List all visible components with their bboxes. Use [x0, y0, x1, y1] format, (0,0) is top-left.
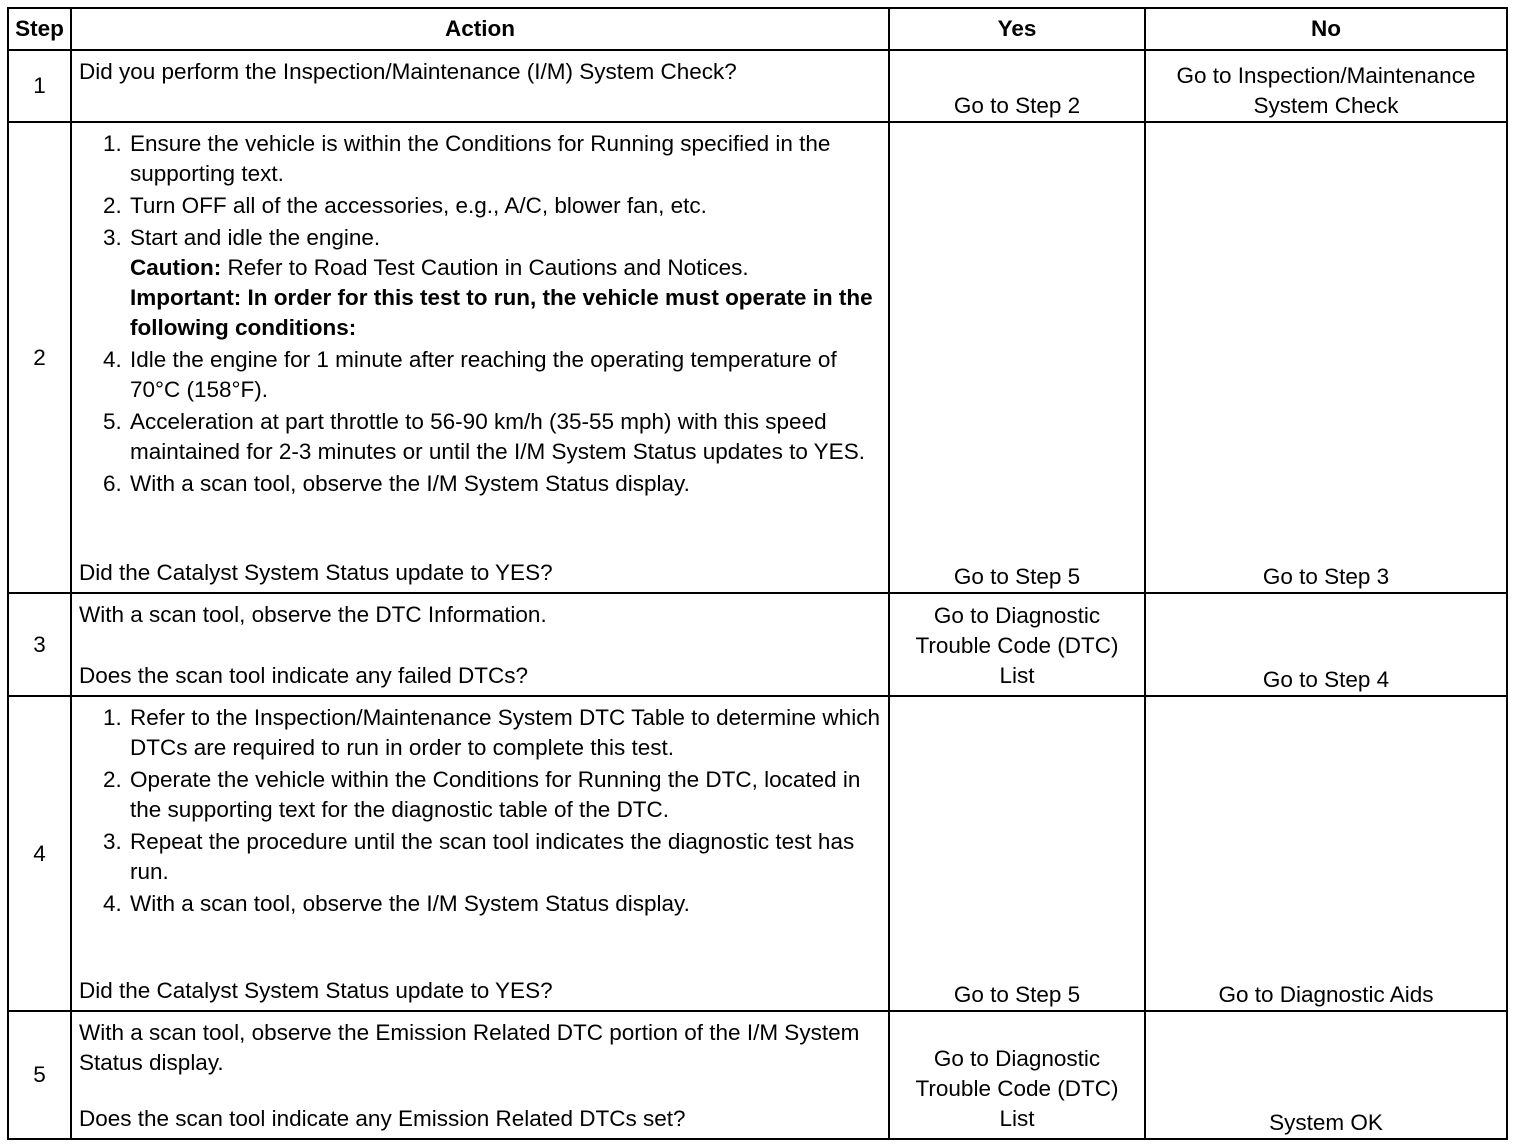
list-item — [128, 223, 881, 343]
step-number: 4 — [8, 696, 71, 1011]
action-cell — [71, 1011, 889, 1139]
no-outcome: System OK — [1145, 1011, 1507, 1139]
question-text: Did the Catalyst System Status update to YES? — [79, 560, 553, 585]
action-text: With a scan tool, observe the DTC Information. — [79, 602, 547, 627]
action-cell — [71, 50, 889, 122]
list-item: 4. Idle the engine for 1 minute after reaching the operating temperature of 70°C (158°F). — [128, 345, 881, 405]
caution-label: Caution: — [130, 255, 222, 280]
table-row-step-2 — [8, 122, 1507, 593]
procedure-list — [79, 703, 881, 921]
list-item: 6. With a scan tool, observe the I/M System Status display. — [128, 469, 881, 499]
list-item: 1. Refer to the Inspection/Maintenance System DTC Table to determine which DTCs are required to run in order to complete this test. — [128, 703, 881, 763]
question-text: Did the Catalyst System Status update to YES? — [79, 978, 553, 1003]
list-item: 4. With a scan tool, observe the I/M System Status display. — [128, 889, 881, 919]
table-row-step-5 — [8, 1011, 1507, 1139]
header-no: No — [1145, 8, 1507, 50]
step-number: 3 — [8, 593, 71, 696]
important-text: In order for this test to run, the vehicle must operate in the following conditions: — [130, 285, 873, 340]
no-outcome: Go to Inspection/Maintenance System Check — [1145, 50, 1507, 122]
yes-outcome: Go to Step 2 — [889, 50, 1145, 122]
important-note — [130, 283, 881, 343]
action-cell — [71, 696, 889, 1011]
diagnostic-table — [7, 7, 1508, 1140]
yes-outcome: Go to Step 5 — [889, 122, 1145, 593]
step-number: 5 — [8, 1011, 71, 1139]
header-step: Step — [8, 8, 71, 50]
question-text: Does the scan tool indicate any failed DTCs? — [79, 663, 528, 688]
procedure-list — [79, 129, 881, 501]
action-text: Did you perform the Inspection/Maintenance (I/M) System Check? — [79, 59, 737, 84]
important-label: Important: — [130, 285, 242, 310]
action-cell — [71, 593, 889, 696]
no-outcome: Go to Diagnostic Aids — [1145, 696, 1507, 1011]
yes-outcome: Go to Step 5 — [889, 696, 1145, 1011]
step-number: 1 — [8, 50, 71, 122]
caution-text: Refer to Road Test Caution in Cautions and Notices. — [221, 255, 749, 280]
list-item: 2. Turn OFF all of the accessories, e.g., A/C, blower fan, etc. — [128, 191, 881, 221]
item-text: Start and idle the engine. — [130, 225, 381, 250]
action-cell — [71, 122, 889, 593]
yes-outcome: Go to Diagnostic Trouble Code (DTC) List — [889, 1011, 1145, 1139]
header-row — [8, 8, 1507, 50]
table-row-step-3 — [8, 593, 1507, 696]
no-outcome: Go to Step 4 — [1145, 593, 1507, 696]
table-row-step-4 — [8, 696, 1507, 1011]
question-text: Does the scan tool indicate any Emission Related DTCs set? — [79, 1106, 686, 1131]
list-item: 1. Ensure the vehicle is within the Conditions for Running specified in the supporting text. — [128, 129, 881, 189]
caution-note — [130, 253, 881, 283]
no-outcome: Go to Step 3 — [1145, 122, 1507, 593]
list-item: 2. Operate the vehicle within the Conditions for Running the DTC, located in the supporting text for the diagnostic table of the DTC. — [128, 765, 881, 825]
list-item: 3. Repeat the procedure until the scan tool indicates the diagnostic test has run. — [128, 827, 881, 887]
table-row-step-1 — [8, 50, 1507, 122]
step-number: 2 — [8, 122, 71, 593]
header-yes: Yes — [889, 8, 1145, 50]
list-item: 5. Acceleration at part throttle to 56-90 km/h (35-55 mph) with this speed maintained for 2-3 minutes or until the I/M System Status updates to YES. — [128, 407, 881, 467]
yes-outcome: Go to Diagnostic Trouble Code (DTC) List — [889, 593, 1145, 696]
header-action: Action — [71, 8, 889, 50]
action-text: With a scan tool, observe the Emission Related DTC portion of the I/M System Status display. — [79, 1020, 860, 1075]
